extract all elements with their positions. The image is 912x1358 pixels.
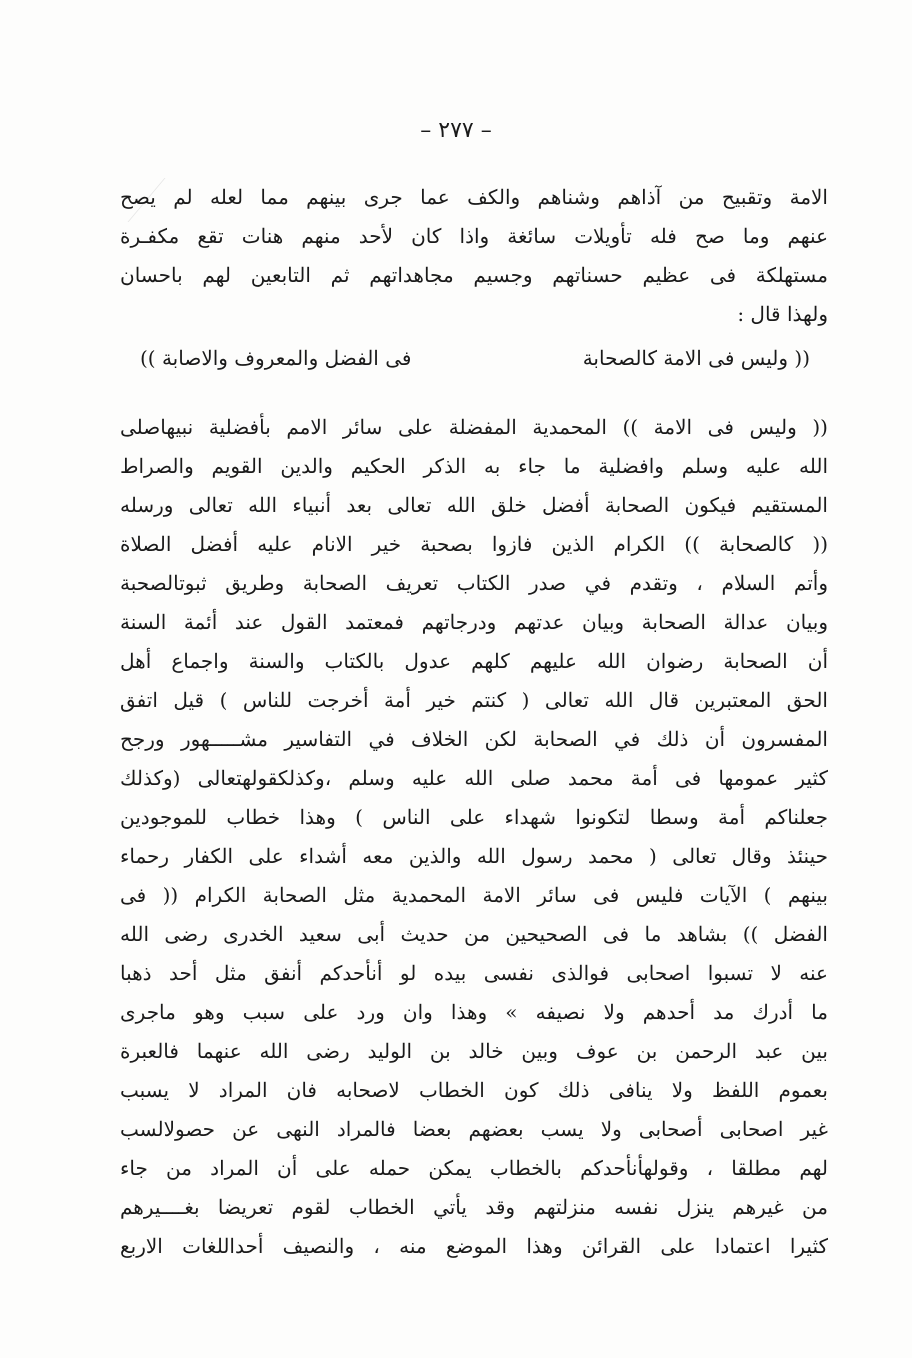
- commentary-paragraph: [120, 408, 828, 1266]
- text-line: المستقيم فيكون الصحابة أفضل خلق الله تعالى بعد أنبياء الله تعالى ورسله: [120, 493, 828, 517]
- text-line: أن الصحابة رضوان الله عليهم كلهم عدول بالكتاب والسنة واجماع أهل: [120, 649, 828, 673]
- text-line: حينئذ وقال تعالى ( محمد رسول الله والذين معه أشداء على الكفار رحماء: [120, 844, 828, 868]
- page-number: – ٢٧٧ –: [420, 118, 492, 143]
- text-line: بينهم ) الآيات فليس فى سائر الامة المحمدية مثل الصحابة الكرام (( فى: [120, 883, 828, 907]
- text-line: كثيرا اعتمادا على القرائن وهذا الموضع منه ، والنصيف أحداللغات الاربع: [120, 1234, 828, 1258]
- text-line: المفسرون أن ذلك في الصحابة لكن الخلاف في التفاسير مشـــــهور ورجح: [120, 727, 828, 751]
- text-line: كثير عمومها فى أمة محمد صلى الله عليه وسلم ،وكذلكقولهتعالى (وكذلك: [120, 766, 828, 790]
- text-line: وأتم السلام ، وتقدم في صدر الكتاب تعريف الصحابة وطريق ثبوتالصحبة: [120, 571, 828, 595]
- text-line: مستهلكة فى عظيم حسناتهم وجسيم مجاهداتهم ثم التابعين لهم باحسان: [120, 263, 828, 287]
- text-line: الفضل )) بشاهد ما فى الصحيحين من حديث أبى سعيد الخدرى رضى الله: [120, 922, 828, 946]
- text-line: (( كالصحابة )) الكرام الذين فازوا بصحبة خير الانام عليه أفضل الصلاة: [120, 532, 828, 556]
- text-line: من غيرهم ينزل نفسه منزلتهم وقد يأتي الخطاب لقوم تعريضا بغــــيرهم: [120, 1195, 828, 1219]
- text-line: غير اصحابى أصحابى ولا يسب بعضهم بعضا فالمراد النهى عن حصولالسب: [120, 1117, 828, 1141]
- text-line: ما أدرك مد أحدهم ولا نصيفه » وهذا وان ورد على سبب وهو ماجرى: [120, 1000, 828, 1024]
- text-line: عنه لا تسبوا اصحابى فوالذى نفسى بيده لو أنأحدكم أنفق مثل أحد ذهبا: [120, 961, 828, 985]
- text-line: الامة وتقبيح من آذاهم وشناهم والكف عما جرى بينهم مما لعله لم يصح: [120, 185, 828, 209]
- text-line: الله عليه وسلم وافضلية ما جاء به الذكر الحكيم والدين القويم والصراط: [120, 454, 828, 478]
- text-line: بين عبد الرحمن بن عوف وبين خالد بن الوليد رضى الله عنهما فالعبرة: [120, 1039, 828, 1063]
- poem-verse: [140, 338, 810, 378]
- text-line: الحق المعتبرين قال الله تعالى ( كنتم خير أمة أخرجت للناس ) قيل اتفق: [120, 688, 828, 712]
- verse-first-hemistich: (( وليس فى الامة كالصحابة: [582, 346, 810, 370]
- text-line: لهم مطلقا ، وقولهأنأحدكم بالخطاب يمكن حمله على أن المراد من جاء: [120, 1156, 828, 1180]
- text-line: بعموم اللفظ ولا ينافى ذلك كون الخطاب لاصحابه فان المراد لا يسبب: [120, 1078, 828, 1102]
- text-line: وبيان عدالة الصحابة وبيان عدتهم ودرجاتهم فمعتمد القول عند أئمة السنة: [120, 610, 828, 634]
- text-line: (( وليس فى الامة )) المحمدية المفضلة على سائر الامم بأفضلية نبيهاصلى: [120, 415, 828, 439]
- text-line: ولهذا قال :: [737, 302, 828, 326]
- text-line: جعلناكم أمة وسطا لتكونوا شهداء على الناس ) وهذا خطاب للموجودين: [120, 805, 828, 829]
- text-line: عنهم وما صح فله تأويلات سائغة واذا كان لأحد منهم هنات تقع مكفـرة: [120, 224, 828, 248]
- intro-paragraph: [120, 178, 828, 334]
- verse-second-hemistich: فى الفضل والمعروف والاصابة )): [140, 346, 412, 370]
